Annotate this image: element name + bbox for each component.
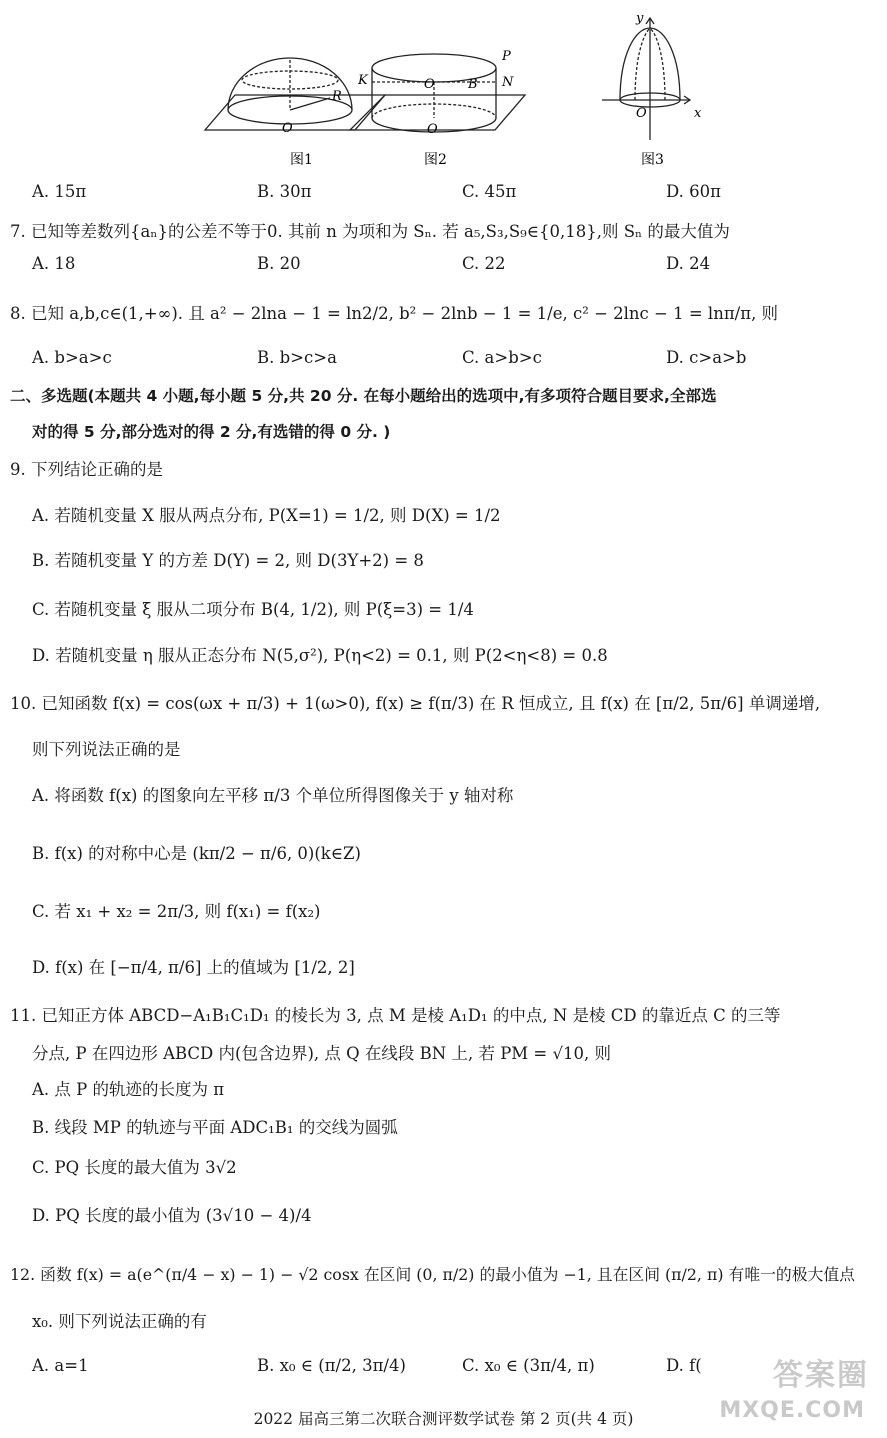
q8-option-d: D. c>a>b — [666, 348, 747, 367]
section2-heading-line1: 二、多选题(本题共 4 小题,每小题 5 分,共 20 分. 在每小题给出的选项中,有多项符合题目要求,全部选 — [10, 387, 717, 405]
q6-option-c: C. 45π — [462, 182, 517, 201]
fig1-caption: 图1 — [290, 152, 313, 168]
q12-option-d: D. f( — [666, 1356, 702, 1375]
figure-2-cylinder — [350, 54, 525, 132]
figures-panel — [0, 0, 887, 178]
q8-option-a: A. b>a>c — [32, 348, 112, 367]
q9-option-b: B. 若随机变量 Y 的方差 D(Y) = 2, 则 D(3Y+2) = 8 — [32, 551, 424, 570]
fig2-label-o: O — [427, 122, 438, 137]
q7-option-a: A. 18 — [32, 254, 76, 273]
q6-option-a: A. 15π — [32, 182, 87, 201]
q8-stem: 8. 已知 a,b,c∈(1,+∞). 且 a² − 2lna − 1 = ln2/2, b² − 2lnb − 1 = 1/e, c² − 2lnc − 1 = lnπ/π, 则 — [10, 304, 779, 323]
fig3-label-o: O — [636, 106, 647, 121]
q7-option-b: B. 20 — [257, 254, 301, 273]
fig3-label-y: y — [636, 11, 644, 26]
fig1-label-o: O — [282, 121, 293, 136]
fig2-label-p: P — [502, 49, 511, 64]
figure-3-dome — [602, 18, 690, 140]
q12-option-c: C. x₀ ∈ (3π/4, π) — [462, 1356, 595, 1375]
q10-option-d: D. f(x) 在 [−π/4, π/6] 上的值域为 [1/2, 2] — [32, 958, 355, 977]
q11-stem-line1: 11. 已知正方体 ABCD−A₁B₁C₁D₁ 的棱长为 3, 点 M 是棱 A₁D₁ 的中点, N 是棱 CD 的靠近点 C 的三等 — [10, 1006, 781, 1025]
section2-heading-line2: 对的得 5 分,部分选对的得 2 分,有选错的得 0 分. ) — [32, 423, 391, 441]
q11-stem-line2: 分点, P 在四边形 ABCD 内(包含边界), 点 Q 在线段 BN 上, 若 PM = √10, 则 — [32, 1044, 612, 1063]
fig2-label-b: B — [468, 77, 478, 92]
q9-option-c: C. 若随机变量 ξ 服从二项分布 B(4, 1/2), 则 P(ξ=3) = 1/4 — [32, 600, 474, 619]
q10-option-a: A. 将函数 f(x) 的图象向左平移 π/3 个单位所得图像关于 y 轴对称 — [32, 786, 514, 805]
q8-option-c: C. a>b>c — [462, 348, 542, 367]
q10-stem-line2: 则下列说法正确的是 — [32, 740, 181, 759]
q10-stem-line1: 10. 已知函数 f(x) = cos(ωx + π/3) + 1(ω>0), f(x) ≥ f(π/3) 在 R 恒成立, 且 f(x) 在 [π/2, 5π/6] 单调递增, — [10, 694, 821, 713]
page-footer: 2022 届高三第二次联合测评数学试卷 第 2 页(共 4 页) — [253, 1410, 634, 1428]
q8-option-b: B. b>c>a — [257, 348, 337, 367]
q10-option-c: C. 若 x₁ + x₂ = 2π/3, 则 f(x₁) = f(x₂) — [32, 902, 321, 921]
fig2-label-k: K — [358, 73, 368, 88]
q7-option-c: C. 22 — [462, 254, 506, 273]
q9-stem: 9. 下列结论正确的是 — [10, 460, 163, 479]
fig2-caption: 图2 — [424, 152, 447, 168]
fig2-label-o-top: O — [424, 77, 435, 92]
q9-option-d: D. 若随机变量 η 服从正态分布 N(5,σ²), P(η<2) = 0.1, 则 P(2<η<8) = 0.8 — [32, 646, 608, 665]
q6-option-b: B. 30π — [257, 182, 312, 201]
q9-option-a: A. 若随机变量 X 服从两点分布, P(X=1) = 1/2, 则 D(X) = 1/2 — [32, 506, 501, 525]
fig1-label-r: R — [332, 89, 342, 104]
figure-1-hemisphere — [205, 58, 385, 130]
q12-option-b: B. x₀ ∈ (π/2, 3π/4) — [257, 1356, 406, 1375]
q11-option-b: B. 线段 MP 的轨迹与平面 ADC₁B₁ 的交线为圆弧 — [32, 1118, 398, 1137]
q7-stem: 7. 已知等差数列{aₙ}的公差不等于0. 其前 n 为项和为 Sₙ. 若 a₅,S₃,S₉∈{0,18},则 Sₙ 的最大值为 — [10, 222, 730, 241]
q6-option-d: D. 60π — [666, 182, 721, 201]
q12-option-a: A. a=1 — [32, 1356, 89, 1375]
fig3-caption: 图3 — [641, 152, 664, 168]
q7-option-d: D. 24 — [666, 254, 711, 273]
q12-stem-line2: x₀. 则下列说法正确的有 — [32, 1312, 207, 1331]
q12-stem-line1: 12. 函数 f(x) = a(e^(π/4 − x) − 1) − √2 cosx 在区间 (0, π/2) 的最小值为 −1, 且在区间 (π/2, π) 有唯一的极大值点 — [10, 1265, 855, 1284]
q11-option-a: A. 点 P 的轨迹的长度为 π — [32, 1080, 225, 1099]
fig2-label-n: N — [502, 75, 514, 90]
watermark-url: MXQE.COM — [719, 1398, 865, 1423]
q10-option-b: B. f(x) 的对称中心是 (kπ/2 − π/6, 0)(k∈Z) — [32, 844, 361, 863]
q11-option-d: D. PQ 长度的最小值为 (3√10 − 4)/4 — [32, 1206, 312, 1225]
watermark-logo: 答案圈 — [773, 1358, 869, 1393]
q11-option-c: C. PQ 长度的最大值为 3√2 — [32, 1158, 237, 1177]
fig3-label-x: x — [694, 106, 702, 121]
